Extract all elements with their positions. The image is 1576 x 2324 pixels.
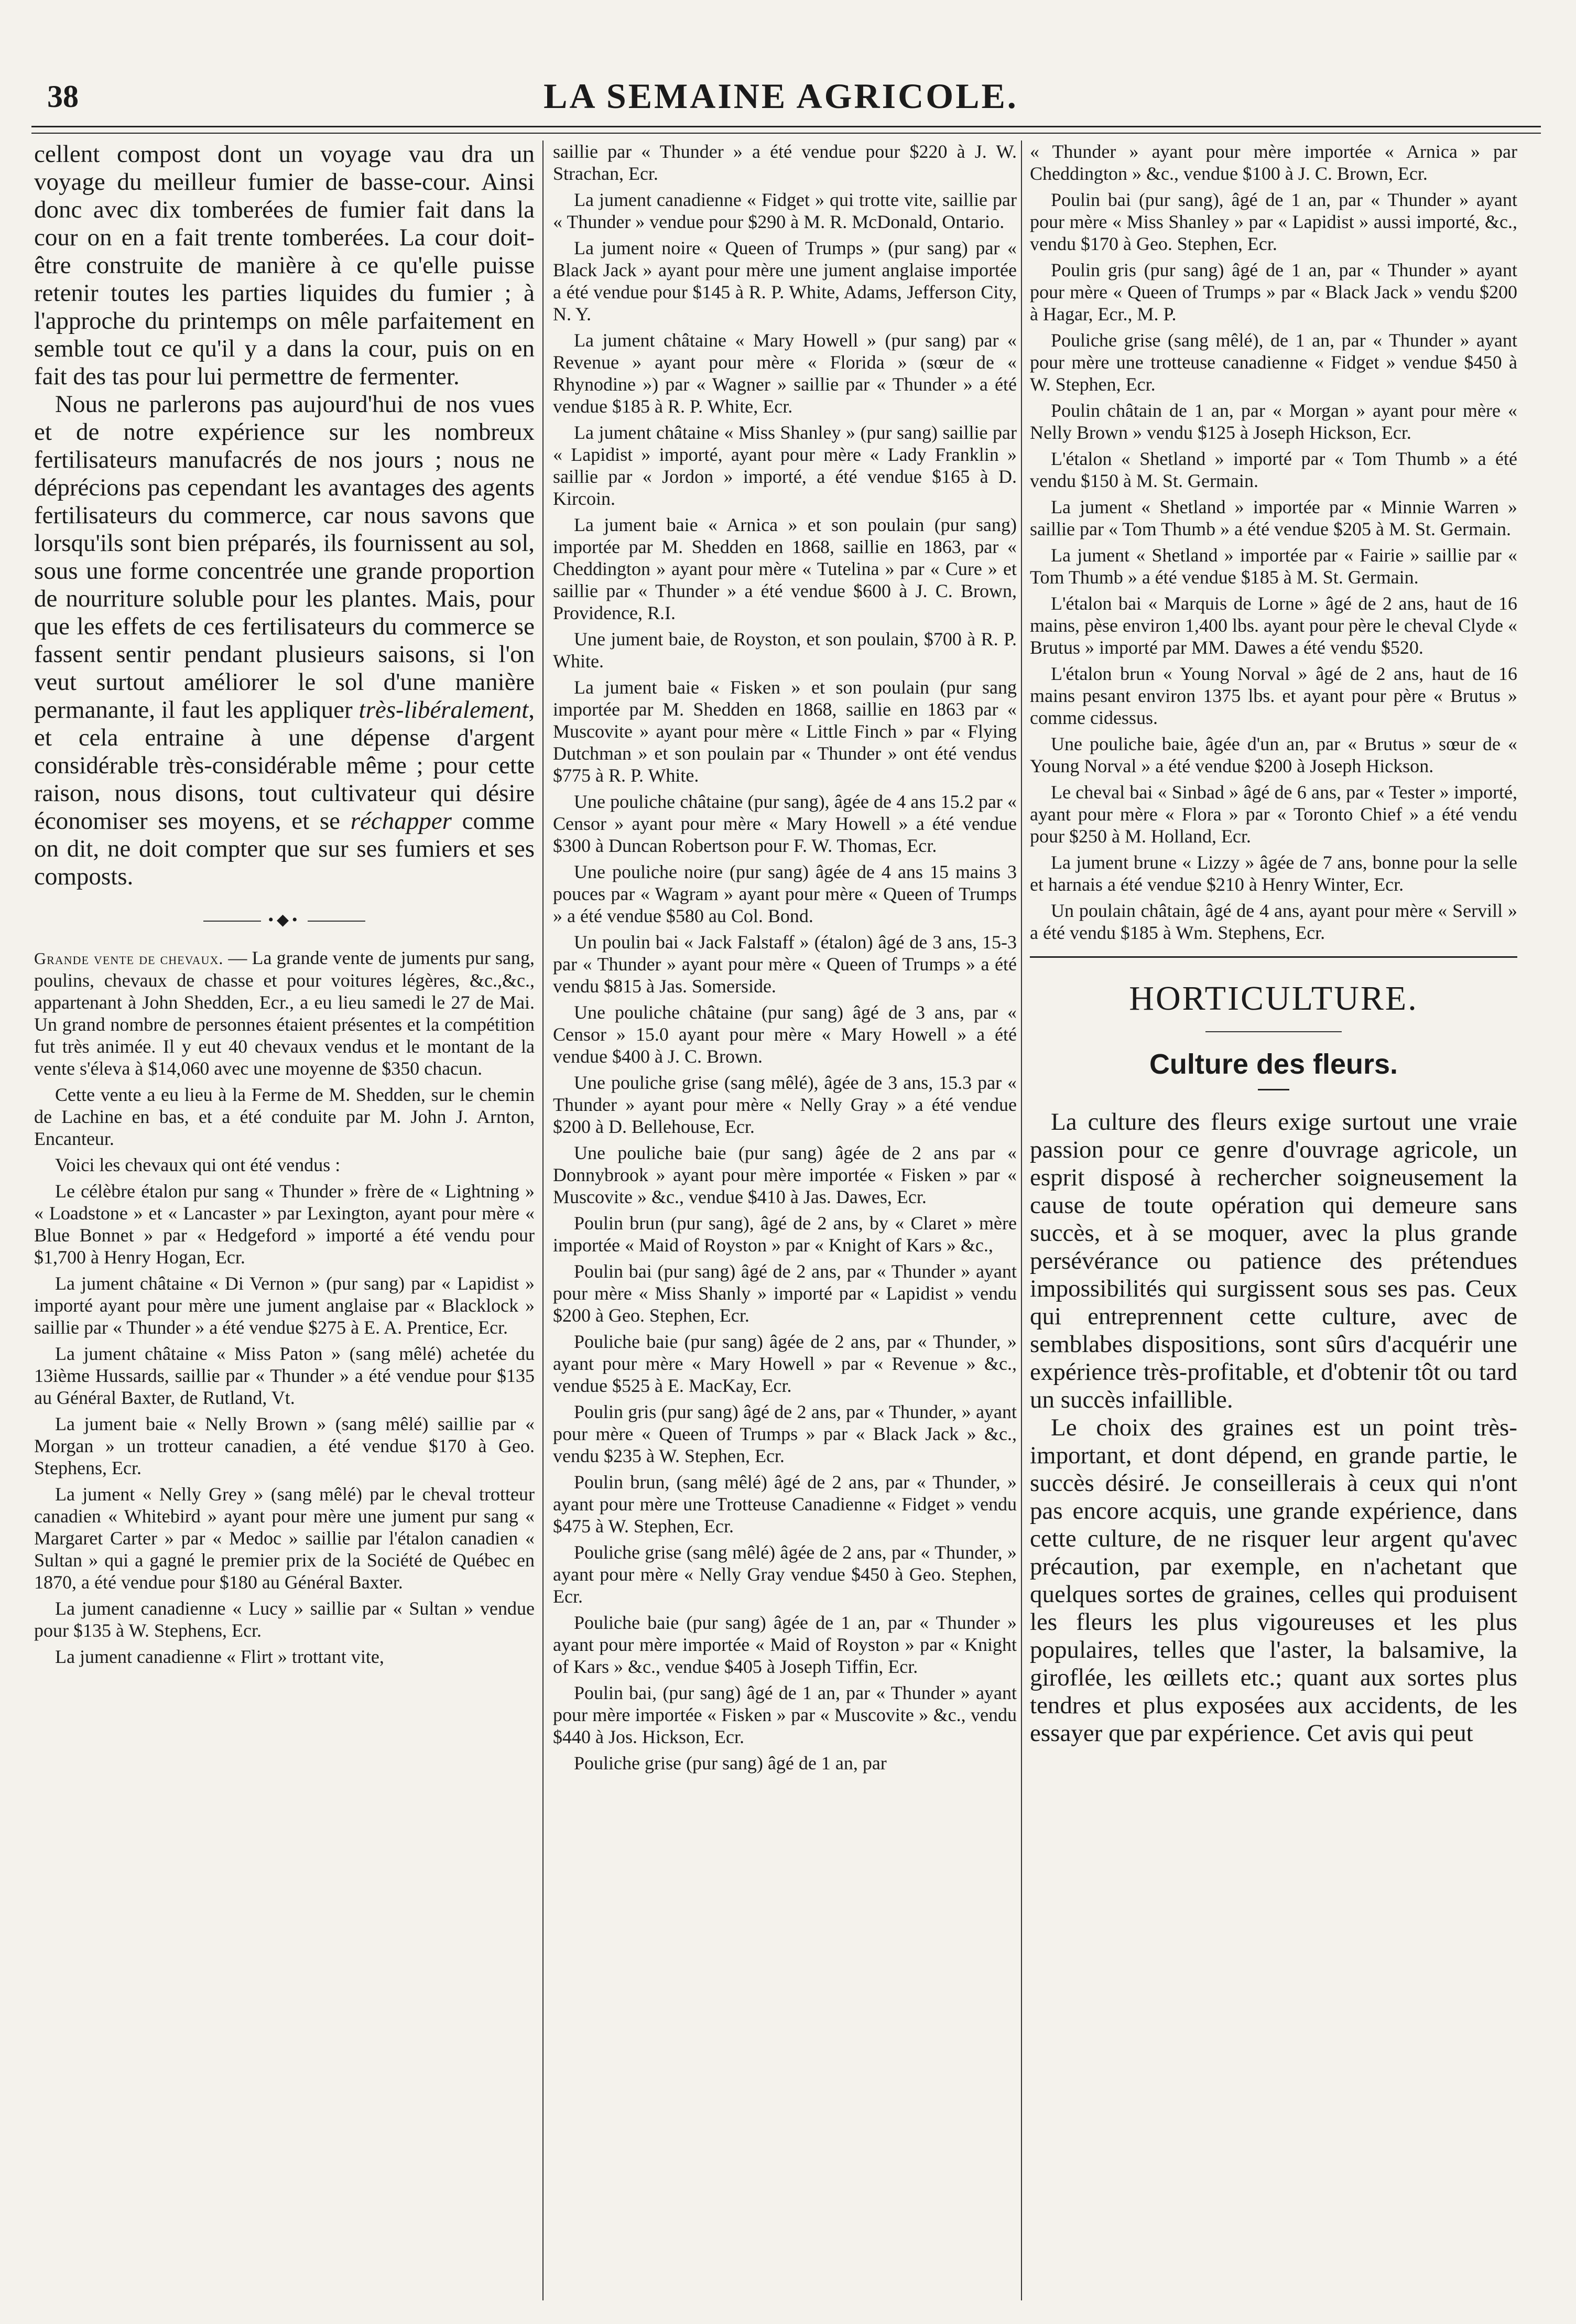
sale-item: Une pouliche baie, âgée d'un an, par « Brutus » sœur de « Young Norval » a été vendue $200 à Joseph Hickson. bbox=[1030, 733, 1517, 776]
sale-item: L'étalon « Shetland » importé par « Tom Thumb » a été vendu $150 à M. St. Germain. bbox=[1030, 448, 1517, 491]
sale-item: La jument « Nelly Grey » (sang mêlé) par le cheval trotteur canadien « Whitebird » ayant pour mère une jument pur sang « Margaret Carter » par « Medoc » saillie par l'étalon canadien « Sultan » qui a gagné le premier prix de la Société de Québec en 1870, a été vendue pour $180 au Général Baxter. bbox=[34, 1484, 535, 1593]
sale-item: La jument « Shetland » importée par « Minnie Warren » saillie par « Tom Thumb » a été vendue $205 à M. St. Germain. bbox=[1030, 496, 1517, 539]
text-run: comme on dit, ne doit compter que sur ses fumiers et ses composts. bbox=[34, 807, 535, 890]
column-1 bbox=[34, 140, 535, 2300]
section-rule bbox=[1030, 956, 1517, 958]
sale-item: Un poulain châtain, âgé de 4 ans, ayant pour mère « Servill » a été vendu $185 à Wm. Stephens, Ecr. bbox=[1030, 900, 1517, 943]
italic-text: très-libéralement bbox=[358, 696, 529, 723]
paragraph: cellent compost dont un voyage vau dra un voyage du meilleur fumier de basse-cour. Ainsi donc avec dix tomberées de fumier fait dans la cour on en a fait trente tomberées. La cour doit-être construite de manière à ce qu'elle puisse retenir toutes les parties liquides du fumier ; à l'approche du printemps on mêle parfaitement en semble tout ce qu'il y a dans la cour, puis on en fait des tas pour lui permettre de fermenter. bbox=[34, 140, 535, 390]
page-header bbox=[31, 68, 1530, 126]
sale-item: Poulin bai, (pur sang) âgé de 1 an, par « Thunder » ayant pour mère importée « Fisken » par « Muscovite » &c., vendu $440 à Jos. Hickson, Ecr. bbox=[553, 1682, 1017, 1747]
sale-item: Poulin brun (pur sang), âgé de 2 ans, by « Claret » mère importée « Maid of Royston » par « Knight of Kars » &c., bbox=[553, 1213, 1017, 1256]
sale-item: Le cheval bai « Sinbad » âgé de 6 ans, par « Tester » importé, ayant pour mère « Flora » par « Toronto Chief » a été vendu pour $250 à M. Holland, Ecr. bbox=[1030, 782, 1517, 847]
page-number: 38 bbox=[47, 79, 79, 114]
sale-item: Une pouliche châtaine (pur sang) âgé de 3 ans, par « Censor » 15.0 ayant pour mère « Mary Howell » a été vendue $400 à J. C. Brown. bbox=[553, 1002, 1017, 1067]
section-title: HORTICULTURE. bbox=[1129, 979, 1418, 1018]
sale-item: L'étalon bai « Marquis de Lorne » âgé de 2 ans, haut de 16 mains, pèse environ 1,400 lbs. ayant pour père le cheval Clyde « Brutus » importé par MM. Dawes a été vendu $520. bbox=[1030, 593, 1517, 658]
separator-ornament: •◆• bbox=[34, 911, 535, 929]
column-3 bbox=[1030, 140, 1517, 2300]
sale-item: La jument châtaine « Miss Paton » (sang mêlé) achetée du 13ième Hussards, saillie par « Thunder » a été vendue pour $135 au Général Baxter, de Rutland, Vt. bbox=[34, 1343, 535, 1408]
subsection-title: Culture des fleurs. bbox=[1149, 1048, 1398, 1080]
title-rule bbox=[1258, 1089, 1289, 1090]
running-title: LA SEMAINE AGRICOLE. bbox=[544, 76, 1018, 116]
sale-item: L'étalon brun « Young Norval » âgé de 2 ans, haut de 16 mains pesant environ 1375 lbs. et ayant pour père « Brutus » comme cidessus. bbox=[1030, 663, 1517, 728]
header-rule bbox=[31, 126, 1541, 134]
sale-item: Pouliche grise (sang mêlé) âgée de 2 ans, par « Thunder, » ayant pour mère « Nelly Gray vendue $450 à Geo. Stephen, Ecr. bbox=[553, 1542, 1017, 1607]
sale-item: La jument châtaine « Mary Howell » (pur sang) par « Revenue » ayant pour mère « Florida » (sœur de « Rhynodine ») par « Wagner » saillie par « Thunder » a été vendue $185 à R. P. White, Ecr. bbox=[553, 330, 1017, 417]
sale-item: « Thunder » ayant pour mère importée « Arnica » par Cheddington » &c., vendue $100 à J. C. Brown, Ecr. bbox=[1030, 141, 1517, 184]
column-divider bbox=[542, 140, 544, 2300]
sale-item: Poulin châtain de 1 an, par « Morgan » ayant pour mère « Nelly Brown » vendu $125 à Joseph Hickson, Ecr. bbox=[1030, 400, 1517, 443]
sale-item: Poulin gris (pur sang) âgé de 1 an, par « Thunder » ayant pour mère « Queen of Trumps » par « Black Jack » vendu $200 à Hagar, Ecr., M. P. bbox=[1030, 260, 1517, 325]
sale-item: La jument châtaine « Miss Shanley » (pur sang) saillie par « Lapidist » importé, ayant pour mère « Lady Franklin » saillie par « Jordon » importé, a été vendue $165 à D. Kircoin. bbox=[553, 422, 1017, 509]
article-lead bbox=[34, 947, 535, 1079]
sale-item: La jument « Shetland » importée par « Fairie » saillie par « Tom Thumb » a été vendue $185 à M. St. Germain. bbox=[1030, 545, 1517, 588]
sale-item: Pouliche baie (pur sang) âgée de 2 ans, par « Thunder, » ayant pour mère « Mary Howell » par « Revenue » &c., vendue $525 à E. MacKay, Ecr. bbox=[553, 1331, 1017, 1396]
sale-item: La jument baie « Fisken » et son poulain (pur sang importée par M. Shedden en 1868, saillie en 1863 par « Muscovite » ayant pour mère « Little Finch » par « Flying Dutchman » et son poulain par « Thunder » ont été vendus $775 à R. P. White. bbox=[553, 677, 1017, 786]
sale-item: Pouliche grise (sang mêlé), de 1 an, par « Thunder » ayant pour mère une trotteuse canadienne « Fidget » vendue $450 à W. Stephen, Ecr. bbox=[1030, 330, 1517, 395]
sale-item: saillie par « Thunder » a été vendue pour $220 à J. W. Strachan, Ecr. bbox=[553, 141, 1017, 184]
sale-item: Pouliche baie (pur sang) âgée de 1 an, par « Thunder » ayant pour mère importée « Maid of Royston » par « Knight of Kars » &c., vendue $405 à Joseph Tiffin, Ecr. bbox=[553, 1612, 1017, 1677]
sale-item: Une pouliche grise (sang mêlé), âgée de 3 ans, 15.3 par « Thunder » ayant pour mère « Nelly Gray » a été vendue $200 à D. Bellehouse, Ecr. bbox=[553, 1072, 1017, 1137]
sale-item: Pouliche grise (pur sang) âgé de 1 an, par bbox=[574, 1753, 887, 1774]
paragraph: Cette vente a eu lieu à la Ferme de M. Shedden, sur le chemin de Lachine en bas, et a été conduite par M. John J. Arnton, Encanteur. bbox=[34, 1084, 535, 1149]
text-run: , et cela entraine à une dépense d'argent considérable très-considérable même ; pour cette raison, nous disons, tout cultivateur qui désire économiser ses moyens, et se bbox=[34, 696, 535, 835]
sale-item: Poulin bai (pur sang), âgé de 1 an, par « Thunder » ayant pour mère « Miss Shanley » par « Lapidist » aussi importé, &c., vendu $170 à Geo. Stephen, Ecr. bbox=[1030, 189, 1517, 254]
paragraph: Le choix des graines est un point très-important, et dont dépend, en grande partie, le succès désiré. Je conseillerais à ceux qui n'ont pas encore acquis, une grande expérience, dans cette culture, de ne risquer leur argent qu'avec précaution, par exemple, en n'achetant que quelques sortes de graines, celles qui produisent les fleurs les plus vigoureuses et les plus populaires, telles que l'aster, la balsamive, la giroflée, les œillets etc.; quant aux sortes plus tendres et plus exposées aux accidents, de les essayer que par expérience. Cet avis qui peut bbox=[1030, 1414, 1517, 1747]
text-run: Nous ne parlerons pas aujourd'hui de nos vues et de notre expérience sur les nombreux fertilisateurs manufacrés de nos jours ; nous ne déprécions pas cependant les avantages des agents fertilisateurs du commerce, car nous savons que lorsqu'ils sont bien préparés, ils fournissent au sol, sous une forme concentrée une grande proportion de nourriture soluble pour les plantes. Mais, pour que les effets de ces fertilisateurs du commerce se fassent sentir pendant plusieurs saisons, si l'on veut surtout améliorer le sol d'une manière permanante, il faut les appliquer bbox=[34, 391, 535, 723]
sale-item: La jument canadienne « Lucy » saillie par « Sultan » vendue pour $135 à W. Stephens, Ecr. bbox=[34, 1598, 535, 1641]
sale-item: Une jument baie, de Royston, et son poulain, $700 à R. P. White. bbox=[553, 629, 1017, 672]
sale-item: Poulin gris (pur sang) âgé de 2 ans, par « Thunder, » ayant pour mère « Queen of Trumps » par « Black Jack » &c., vendu $235 à W. Stephen, Ecr. bbox=[553, 1401, 1017, 1466]
sale-item: La jument brune « Lizzy » âgée de 7 ans, bonne pour la selle et harnais a été vendue $210 à Henry Winter, Ecr. bbox=[1030, 852, 1517, 895]
paragraph bbox=[34, 391, 535, 891]
article-heading: Grande vente de chevaux. bbox=[34, 949, 224, 968]
sale-item: La jument baie « Nelly Brown » (sang mêlé) saillie par « Morgan » un trotteur canadien, a été vendue $170 à Geo. Stephens, Ecr. bbox=[34, 1413, 535, 1478]
sale-item: La jument châtaine « Di Vernon » (pur sang) par « Lapidist » importé ayant pour mère une jument anglaise par « Blacklock » saillie par « Thunder » a été vendue $275 à E. A. Prentice, Ecr. bbox=[34, 1273, 535, 1338]
sale-item: La jument canadienne « Flirt » trottant vite, bbox=[55, 1646, 384, 1667]
sale-item: Le célèbre étalon pur sang « Thunder » frère de « Lightning » « Loadstone » et « Lancaster » par Lexington, ayant pour mère « Blue Bonnet » par « Hedgeford » importé a été vendu pour $1,700 à Henry Hogan, Ecr. bbox=[34, 1181, 535, 1268]
sale-item: Un poulin bai « Jack Falstaff » (étalon) âgé de 3 ans, 15-3 par « Thunder » ayant pour mère « Queen of Trumps » a été vendu $815 à Jas. Somerside. bbox=[553, 932, 1017, 997]
sale-item: Une pouliche châtaine (pur sang), âgée de 4 ans 15.2 par « Censor » ayant pour mère « Mary Howell » a été vendue $300 à Duncan Robertson pour F. W. Thomas, Ecr. bbox=[553, 791, 1017, 856]
sale-item: La jument canadienne « Fidget » qui trotte vite, saillie par « Thunder » vendue pour $290 à M. R. McDonald, Ontario. bbox=[553, 189, 1017, 232]
italic-text: réchapper bbox=[350, 807, 452, 835]
title-rule bbox=[1205, 1031, 1342, 1032]
column-divider bbox=[1021, 140, 1022, 2300]
sale-item: Une pouliche baie (pur sang) âgée de 2 ans par « Donnybrook » ayant pour mère importée « Fisken » par « Muscovite » &c., vendue $410 à Jas. Dawes, Ecr. bbox=[553, 1142, 1017, 1207]
sale-item: Poulin bai (pur sang) âgé de 2 ans, par « Thunder » ayant pour mère « Miss Shanly » importé par « Lapidist » vendu $200 à Geo. Stephen, Ecr. bbox=[553, 1261, 1017, 1326]
sale-item: La jument baie « Arnica » et son poulain (pur sang) importée par M. Shedden en 1868, saillie en 1863, par « Cheddington » ayant pour mère « Tutelina » par « Cure » et saillie par « Thunder » a été vendue $600 à J. C. Brown, Providence, R.I. bbox=[553, 514, 1017, 623]
sale-item: La jument noire « Queen of Trumps » (pur sang) par « Black Jack » ayant pour mère une jument anglaise importée a été vendue pour $145 à R. P. White, Adams, Jefferson City, N. Y. bbox=[553, 237, 1017, 325]
column-2 bbox=[553, 140, 1017, 2300]
paragraph: Voici les chevaux qui ont été vendus : bbox=[55, 1154, 341, 1175]
paragraph: La culture des fleurs exige surtout une vraie passion pour ce genre d'ouvrage agricole, un esprit disposé à rechercher soigneusement la cause de toute opération qui demeure sans succès, et à se moquer, avec la plus grande persévérance ou patience des prétendues impossibilités qui surgissent sous ses pas. Ceux qui entreprennent cette culture, avec de semblabes dispositions, sont sûrs d'acquérir une expérience très-profitable, et d'obtenir tôt ou tard un succès infaillible. bbox=[1030, 1108, 1517, 1413]
text-run: — La grande vente de juments pur sang, poulins, chevaux de chasse et pour voitures légères, &c.,&c., appartenant à John Shedden, Ecr., a eu lieu samedi le 27 de Mai. Un grand nombre de personnes étaient présentes et la compétition fut très animée. Il y eut 40 chevaux vendus et le montant de la vente s'éleva à $14,060 avec une moyenne de $350 chacun. bbox=[34, 947, 535, 1079]
sale-item: Une pouliche noire (pur sang) âgée de 4 ans 15 mains 3 pouces par « Wagram » ayant pour mère « Queen of Trumps » a été vendue $580 au Col. Bond. bbox=[553, 861, 1017, 926]
sale-item: Poulin brun, (sang mêlé) âgé de 2 ans, par « Thunder, » ayant pour mère une Trotteuse Canadienne « Fidget » vendu $475 à W. Stephen, Ecr. bbox=[553, 1472, 1017, 1537]
